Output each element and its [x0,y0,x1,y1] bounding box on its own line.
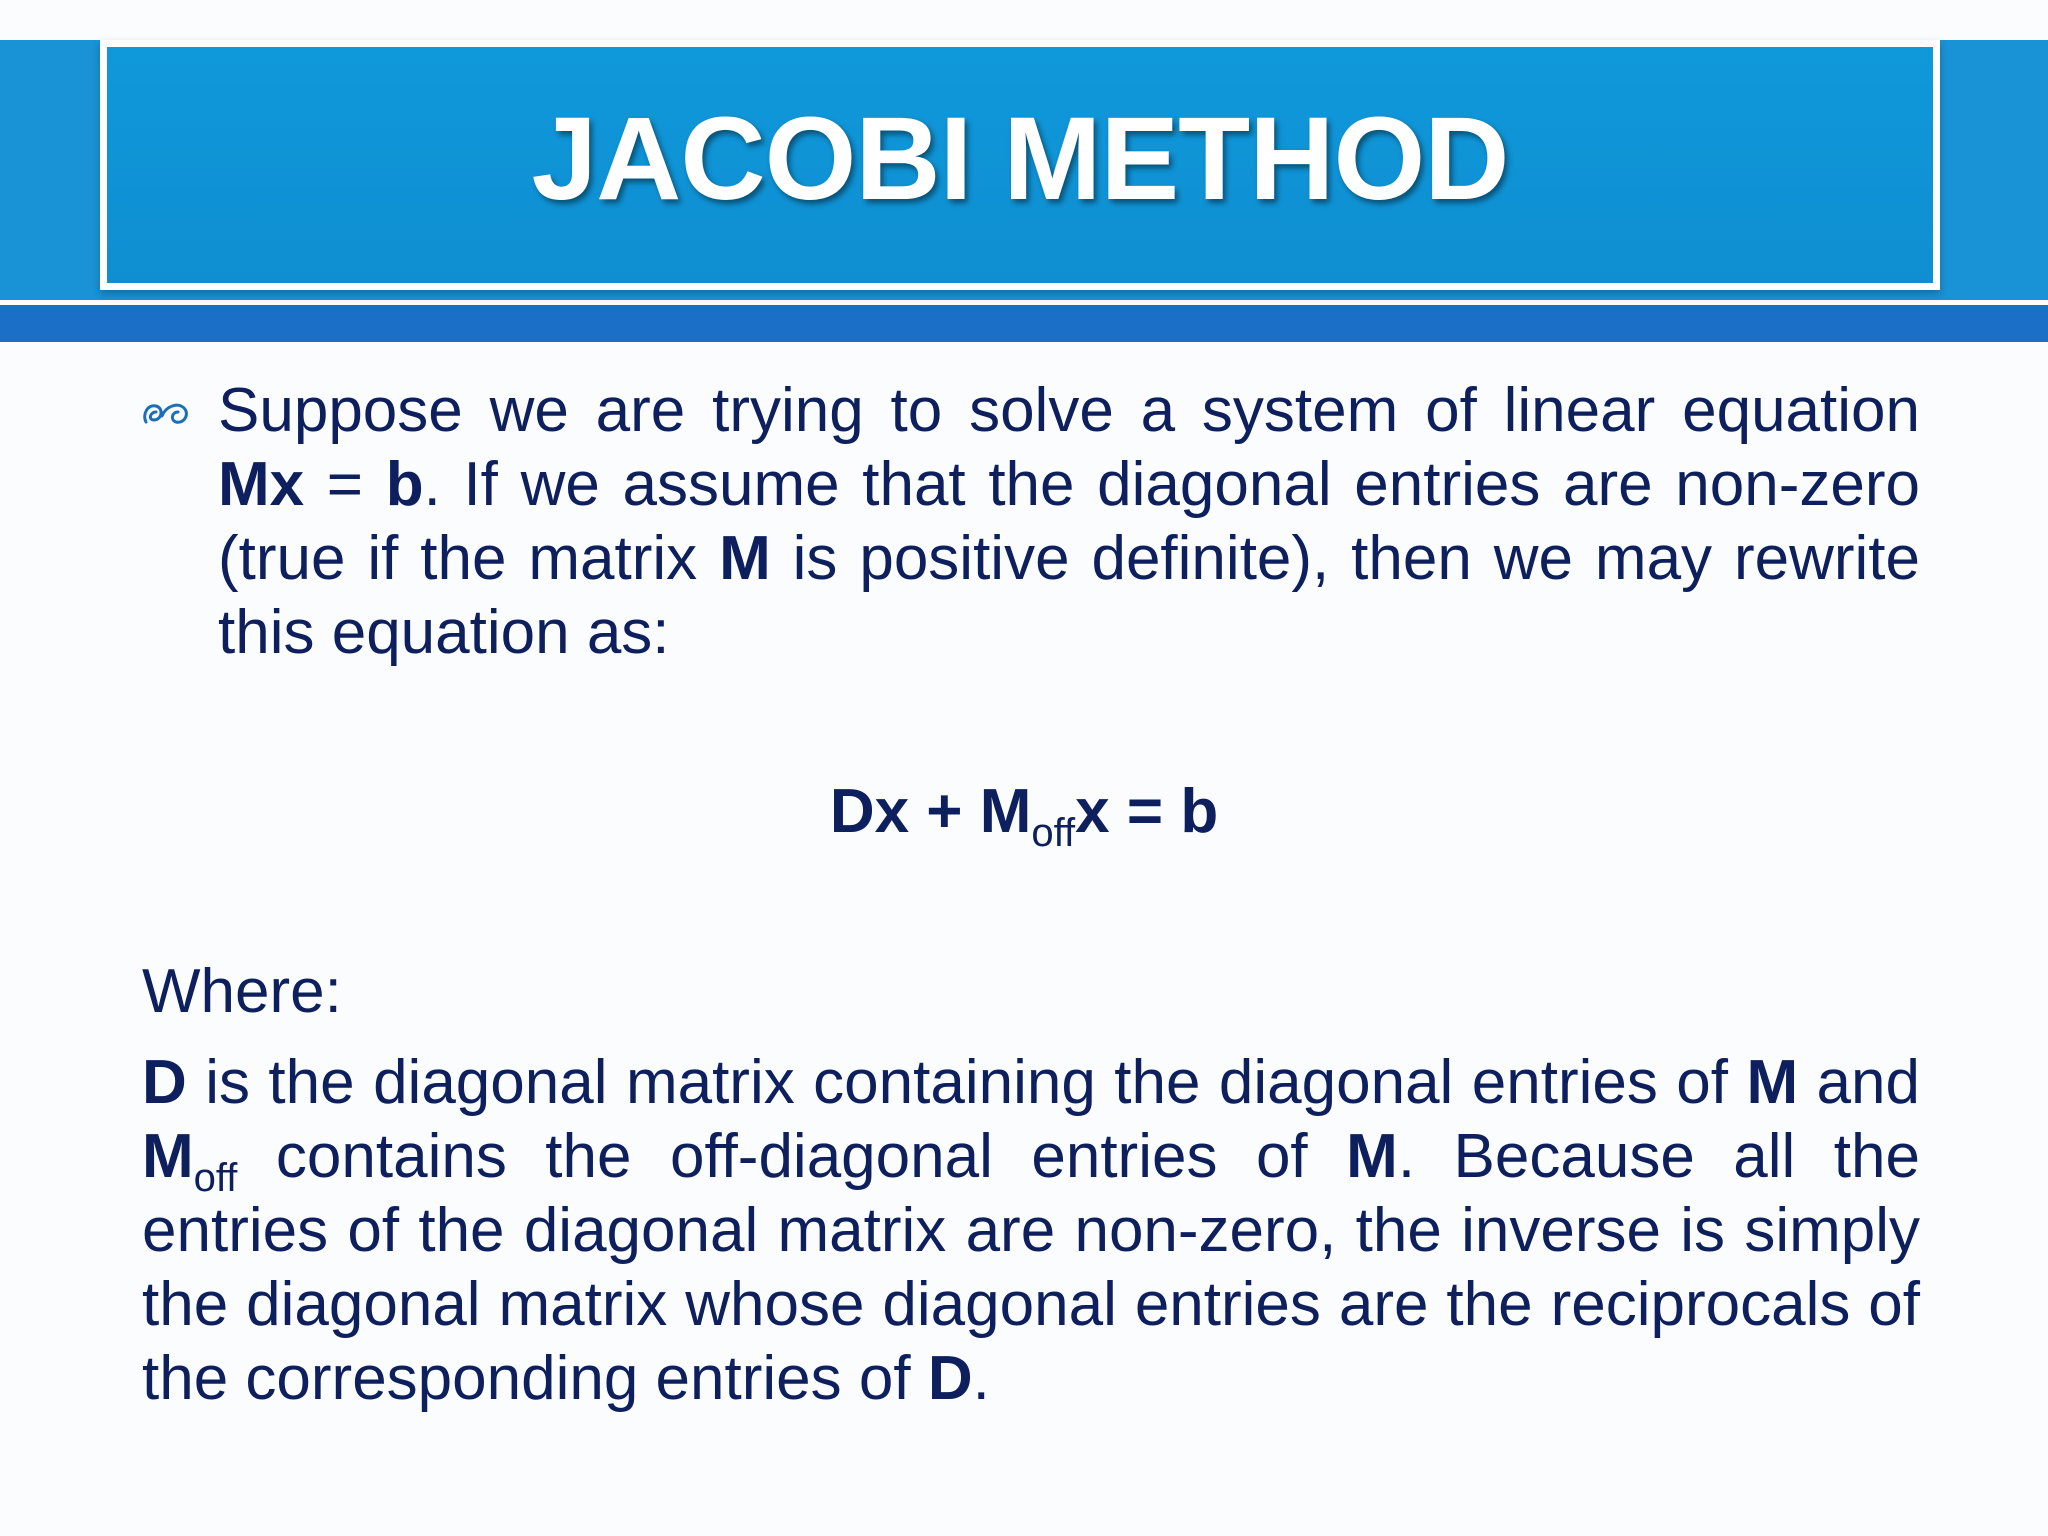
bullet-text-3: . If we assume that the diagonal entries are non-zero (true if the matrix [218,450,1920,593]
desc-text-2: and [1798,1048,1920,1117]
desc-d-1: D [142,1048,187,1117]
title-box [100,40,1940,290]
equation-plus: + [909,777,980,846]
slide-title: JACOBI METHOD [531,93,1509,225]
equation-x: x [1075,777,1110,846]
desc-m-3: M [1346,1122,1398,1191]
equation-b: b [1180,777,1219,846]
desc-text-4: . Because all the entries of the diagonal matrix are non-zero, the inverse is simply the diagonal matrix whose diagonal entries are the reciprocals of the corresponding entries of [142,1122,1920,1413]
desc-text-5: . [972,1344,990,1413]
equation-equals: = [1109,777,1181,846]
equation-dx: Dx [829,777,910,846]
desc-d-2: D [927,1344,973,1413]
desc-m-2: M [142,1122,194,1191]
equation [0,775,2048,855]
bullet-text-2: = [304,450,386,519]
bullet-b: b [385,450,424,519]
bullet-paragraph [218,374,1920,670]
where-label: Where: [142,957,342,1026]
swirl-bullet-icon [140,392,196,432]
bullet-mx: Mx [218,450,305,519]
bullet-text-4: is positive definite), then we may rewrite this equation as: [218,524,1920,667]
equation-subscript: off [1031,811,1076,855]
description-paragraph [142,1046,1920,1416]
desc-m-1: M [1746,1048,1799,1117]
header-accent-band [0,305,2048,342]
bullet-m: M [719,524,771,593]
desc-subscript: off [193,1156,238,1200]
equation-m: M [979,777,1032,846]
bullet-text-1: Suppose we are trying to solve a system of linear equation [218,376,1920,445]
desc-text-3: contains the off-diagonal entries of [237,1122,1347,1191]
desc-text-1: is the diagonal matrix containing the diagonal entries of [186,1048,1747,1117]
